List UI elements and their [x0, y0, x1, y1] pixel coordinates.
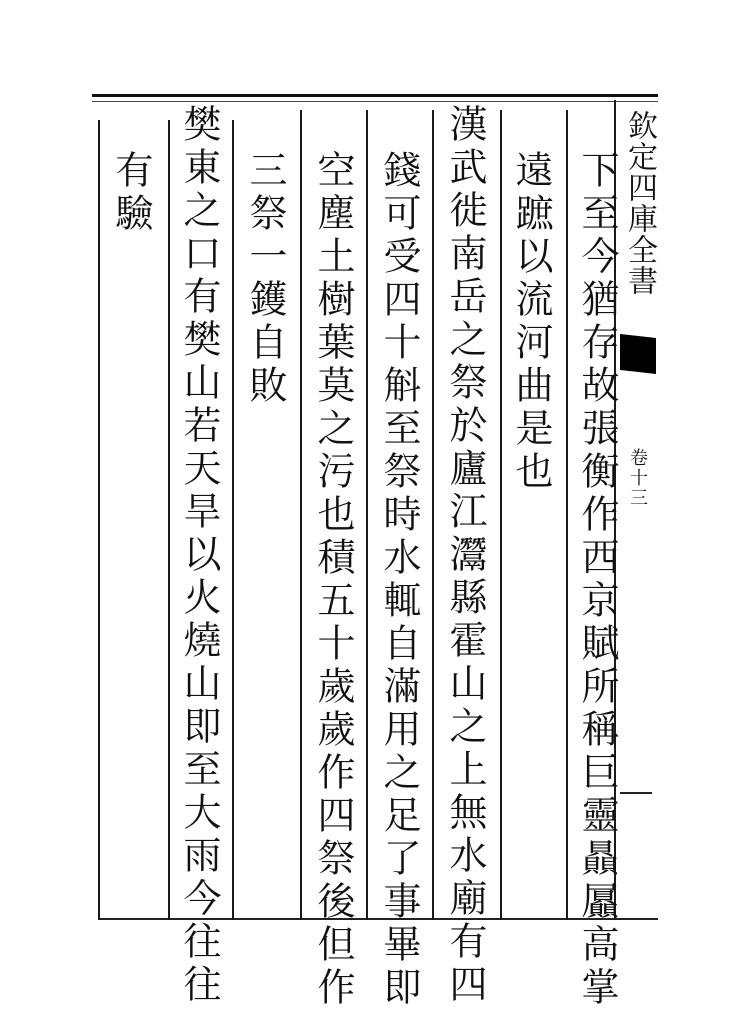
column-divider — [432, 110, 434, 920]
text-column-2: 遠蹠以流河曲是也 — [509, 150, 553, 494]
text-column-4: 錢可受四十斛至祭時水輒自滿用之足了事畢即 — [377, 150, 421, 1010]
margin-book-title: 欽定四庫全書 — [622, 110, 657, 296]
column-divider — [300, 110, 302, 920]
text-column-7: 樊東之口有樊山若天旱以火燒山即至大雨今往往 — [177, 104, 221, 1007]
column-divider — [366, 110, 368, 920]
column-divider — [566, 110, 568, 920]
column-divider — [168, 120, 170, 920]
margin-tick — [620, 792, 652, 794]
text-column-6: 三祭一鑊自敗 — [243, 150, 287, 408]
left-border-line — [98, 120, 100, 920]
text-column-8: 有驗 — [109, 150, 153, 236]
margin-volume-label: 卷十三 — [627, 448, 648, 508]
text-column-5: 空塵土樹葉莫之污也積五十歲歲作四祭後但作 — [311, 150, 355, 1010]
column-divider — [232, 120, 234, 920]
top-border-inner-rule — [92, 101, 658, 102]
text-column-3: 漢武徙南岳之祭於廬江灊縣霍山之上無水廟有四 — [443, 104, 487, 1007]
fishtail-mark — [620, 334, 656, 374]
top-border-rule — [92, 94, 658, 97]
column-divider — [500, 110, 502, 920]
text-column-1: 下至今猶存故張衡作西京賦所稱巨靈贔屭高掌 — [575, 150, 619, 1010]
